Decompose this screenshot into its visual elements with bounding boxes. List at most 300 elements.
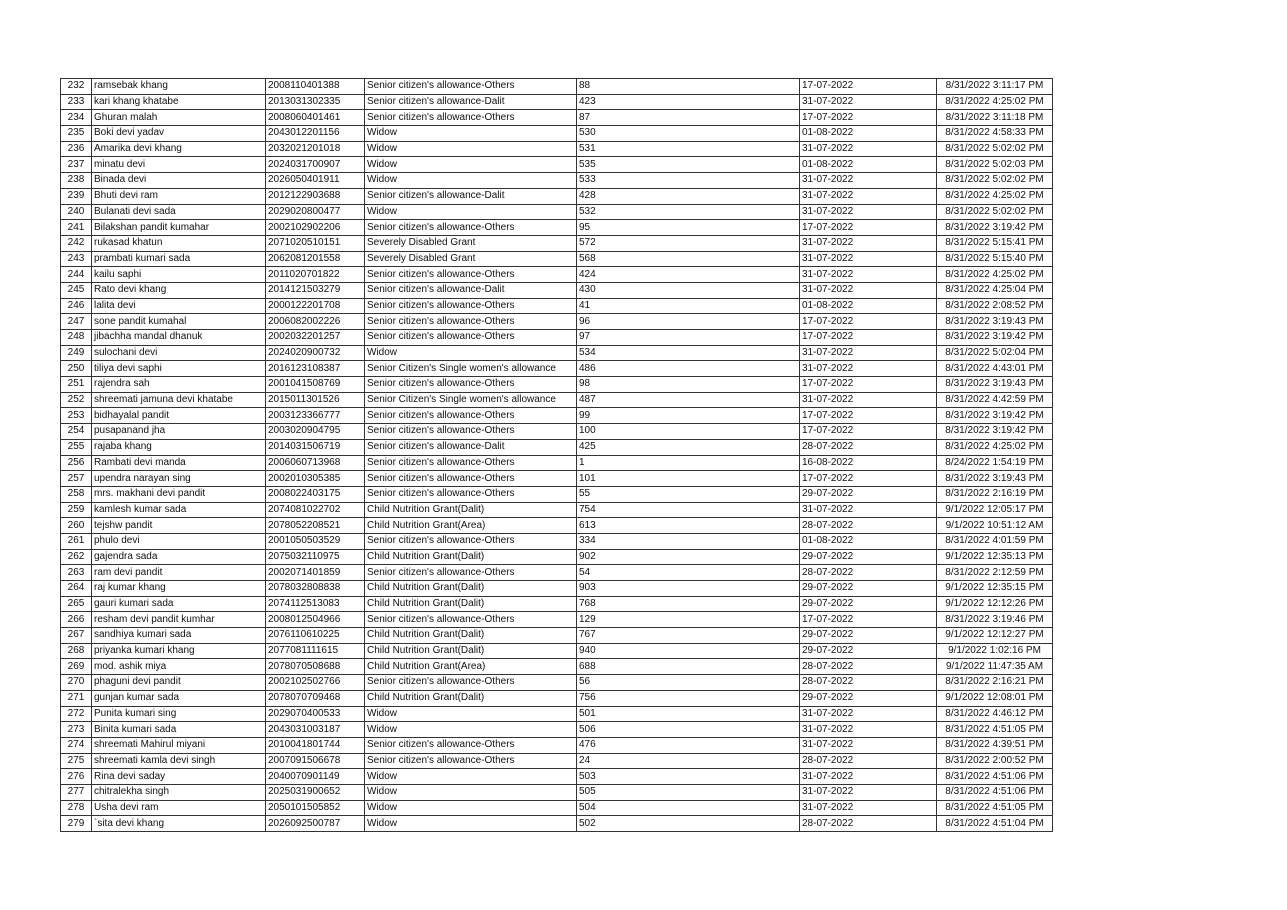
date-cell: 28-07-2022 — [800, 439, 937, 455]
table-row — [61, 533, 1053, 549]
name-cell: kari khang khatabe — [92, 94, 266, 110]
timestamp-cell: 8/31/2022 3:19:43 PM — [937, 377, 1053, 393]
date-cell: 31-07-2022 — [800, 800, 937, 816]
date-cell: 17-07-2022 — [800, 408, 937, 424]
allowance-type-cell: Widow — [365, 800, 577, 816]
id-number-cell: 2040070901149 — [266, 769, 365, 785]
timestamp-cell: 8/31/2022 2:16:21 PM — [937, 675, 1053, 691]
table-row — [61, 784, 1053, 800]
date-cell: 17-07-2022 — [800, 220, 937, 236]
code-cell: 903 — [577, 581, 800, 597]
name-cell: rajaba khang — [92, 439, 266, 455]
id-number-cell: 2013031302335 — [266, 94, 365, 110]
id-number-cell: 2002102502766 — [266, 675, 365, 691]
name-cell: gajendra sada — [92, 549, 266, 565]
timestamp-cell: 8/24/2022 1:54:19 PM — [937, 455, 1053, 471]
timestamp-cell: 8/31/2022 5:02:02 PM — [937, 204, 1053, 220]
serial-cell: 260 — [61, 518, 92, 534]
code-cell: 503 — [577, 769, 800, 785]
serial-cell: 277 — [61, 784, 92, 800]
serial-cell: 232 — [61, 79, 92, 95]
id-number-cell: 2011020701822 — [266, 267, 365, 283]
date-cell: 28-07-2022 — [800, 565, 937, 581]
serial-cell: 255 — [61, 439, 92, 455]
serial-cell: 279 — [61, 816, 92, 832]
allowance-type-cell: Senior citizen's allowance-Others — [365, 110, 577, 126]
code-cell: 486 — [577, 361, 800, 377]
code-cell: 423 — [577, 94, 800, 110]
id-number-cell: 2002071401859 — [266, 565, 365, 581]
id-number-cell: 2025031900652 — [266, 784, 365, 800]
name-cell: phaguni devi pandit — [92, 675, 266, 691]
code-cell: 613 — [577, 518, 800, 534]
date-cell: 31-07-2022 — [800, 173, 937, 189]
name-cell: shreemati kamla devi singh — [92, 753, 266, 769]
timestamp-cell: 9/1/2022 1:02:16 PM — [937, 643, 1053, 659]
serial-cell: 251 — [61, 377, 92, 393]
timestamp-cell: 8/31/2022 2:00:52 PM — [937, 753, 1053, 769]
timestamp-cell: 8/31/2022 5:15:40 PM — [937, 251, 1053, 267]
allowance-type-cell: Child Nutrition Grant(Dalit) — [365, 549, 577, 565]
serial-cell: 237 — [61, 157, 92, 173]
id-number-cell: 2008110401388 — [266, 79, 365, 95]
timestamp-cell: 8/31/2022 3:19:42 PM — [937, 424, 1053, 440]
allowance-type-cell: Senior citizen's allowance-Others — [365, 267, 577, 283]
code-cell: 535 — [577, 157, 800, 173]
allowance-type-cell: Senior citizen's allowance-Others — [365, 408, 577, 424]
date-cell: 31-07-2022 — [800, 282, 937, 298]
name-cell: minatu devi — [92, 157, 266, 173]
table-row — [61, 361, 1053, 377]
allowance-type-cell: Senior citizen's allowance-Others — [365, 314, 577, 330]
code-cell: 902 — [577, 549, 800, 565]
date-cell: 17-07-2022 — [800, 377, 937, 393]
date-cell: 28-07-2022 — [800, 816, 937, 832]
code-cell: 530 — [577, 126, 800, 142]
allowance-type-cell: Widow — [365, 141, 577, 157]
name-cell: gunjan kumar sada — [92, 690, 266, 706]
allowance-type-cell: Senior citizen's allowance-Others — [365, 486, 577, 502]
timestamp-cell: 8/31/2022 4:25:02 PM — [937, 94, 1053, 110]
timestamp-cell: 9/1/2022 12:35:15 PM — [937, 581, 1053, 597]
id-number-cell: 2026092500787 — [266, 816, 365, 832]
table-row — [61, 267, 1053, 283]
name-cell: mrs. makhani devi pandit — [92, 486, 266, 502]
date-cell: 01-08-2022 — [800, 533, 937, 549]
allowance-type-cell: Senior citizen's allowance-Others — [365, 737, 577, 753]
timestamp-cell: 9/1/2022 12:12:26 PM — [937, 596, 1053, 612]
serial-cell: 233 — [61, 94, 92, 110]
date-cell: 17-07-2022 — [800, 330, 937, 346]
serial-cell: 238 — [61, 173, 92, 189]
name-cell: tiliya devi saphi — [92, 361, 266, 377]
timestamp-cell: 9/1/2022 11:47:35 AM — [937, 659, 1053, 675]
serial-cell: 259 — [61, 502, 92, 518]
code-cell: 505 — [577, 784, 800, 800]
serial-cell: 236 — [61, 141, 92, 157]
allowance-type-cell: Senior Citizen's Single women's allowance — [365, 361, 577, 377]
date-cell: 28-07-2022 — [800, 659, 937, 675]
table-row — [61, 126, 1053, 142]
id-number-cell: 2043012201156 — [266, 126, 365, 142]
serial-cell: 261 — [61, 533, 92, 549]
date-cell: 31-07-2022 — [800, 769, 937, 785]
table-row — [61, 157, 1053, 173]
name-cell: shreemati jamuna devi khatabe — [92, 392, 266, 408]
serial-cell: 242 — [61, 235, 92, 251]
table-row — [61, 424, 1053, 440]
table-row — [61, 486, 1053, 502]
serial-cell: 257 — [61, 471, 92, 487]
timestamp-cell: 8/31/2022 4:25:02 PM — [937, 439, 1053, 455]
allowance-type-cell: Senior citizen's allowance-Dalit — [365, 282, 577, 298]
allowance-type-cell: Senior citizen's allowance-Others — [365, 377, 577, 393]
allowance-type-cell: Senior Citizen's Single women's allowance — [365, 392, 577, 408]
code-cell: 428 — [577, 188, 800, 204]
timestamp-cell: 8/31/2022 3:19:42 PM — [937, 408, 1053, 424]
serial-cell: 243 — [61, 251, 92, 267]
allowance-type-cell: Child Nutrition Grant(Dalit) — [365, 596, 577, 612]
date-cell: 31-07-2022 — [800, 392, 937, 408]
date-cell: 31-07-2022 — [800, 267, 937, 283]
name-cell: Bilakshan pandit kumahar — [92, 220, 266, 236]
name-cell: priyanka kumari khang — [92, 643, 266, 659]
id-number-cell: 2077081111615 — [266, 643, 365, 659]
allowance-type-cell: Senior citizen's allowance-Others — [365, 298, 577, 314]
serial-cell: 269 — [61, 659, 92, 675]
timestamp-cell: 8/31/2022 4:25:04 PM — [937, 282, 1053, 298]
serial-cell: 271 — [61, 690, 92, 706]
timestamp-cell: 9/1/2022 12:12:27 PM — [937, 628, 1053, 644]
name-cell: phulo devi — [92, 533, 266, 549]
date-cell: 29-07-2022 — [800, 643, 937, 659]
code-cell: 756 — [577, 690, 800, 706]
id-number-cell: 2029070400533 — [266, 706, 365, 722]
id-number-cell: 2002032201257 — [266, 330, 365, 346]
date-cell: 31-07-2022 — [800, 251, 937, 267]
name-cell: prambati kumari sada — [92, 251, 266, 267]
id-number-cell: 2002010305385 — [266, 471, 365, 487]
name-cell: Punita kumari sing — [92, 706, 266, 722]
code-cell: 96 — [577, 314, 800, 330]
table-row — [61, 377, 1053, 393]
timestamp-cell: 9/1/2022 10:51:12 AM — [937, 518, 1053, 534]
allowance-type-cell: Senior citizen's allowance-Others — [365, 612, 577, 628]
timestamp-cell: 8/31/2022 3:19:42 PM — [937, 330, 1053, 346]
beneficiary-table — [60, 78, 1053, 832]
date-cell: 31-07-2022 — [800, 722, 937, 738]
allowance-type-cell: Senior citizen's allowance-Others — [365, 330, 577, 346]
name-cell: tejshw pandit — [92, 518, 266, 534]
allowance-type-cell: Widow — [365, 157, 577, 173]
serial-cell: 240 — [61, 204, 92, 220]
date-cell: 31-07-2022 — [800, 706, 937, 722]
serial-cell: 247 — [61, 314, 92, 330]
allowance-type-cell: Child Nutrition Grant(Dalit) — [365, 581, 577, 597]
timestamp-cell: 9/1/2022 12:05:17 PM — [937, 502, 1053, 518]
date-cell: 01-08-2022 — [800, 126, 937, 142]
code-cell: 572 — [577, 235, 800, 251]
name-cell: Binita kumari sada — [92, 722, 266, 738]
id-number-cell: 2078070508688 — [266, 659, 365, 675]
table-row — [61, 690, 1053, 706]
timestamp-cell: 8/31/2022 5:02:03 PM — [937, 157, 1053, 173]
id-number-cell: 2078070709468 — [266, 690, 365, 706]
serial-cell: 266 — [61, 612, 92, 628]
code-cell: 768 — [577, 596, 800, 612]
allowance-type-cell: Widow — [365, 173, 577, 189]
id-number-cell: 2078052208521 — [266, 518, 365, 534]
id-number-cell: 2029020800477 — [266, 204, 365, 220]
name-cell: shreemati Mahirul miyani — [92, 737, 266, 753]
date-cell: 29-07-2022 — [800, 549, 937, 565]
id-number-cell: 2076110610225 — [266, 628, 365, 644]
id-number-cell: 2002102902206 — [266, 220, 365, 236]
code-cell: 41 — [577, 298, 800, 314]
table-row — [61, 643, 1053, 659]
date-cell: 17-07-2022 — [800, 424, 937, 440]
serial-cell: 267 — [61, 628, 92, 644]
timestamp-cell: 8/31/2022 3:19:46 PM — [937, 612, 1053, 628]
allowance-type-cell: Senior citizen's allowance-Dalit — [365, 188, 577, 204]
allowance-type-cell: Widow — [365, 345, 577, 361]
name-cell: Rambati devi manda — [92, 455, 266, 471]
name-cell: Usha devi ram — [92, 800, 266, 816]
name-cell: pusapanand jha — [92, 424, 266, 440]
date-cell: 29-07-2022 — [800, 596, 937, 612]
date-cell: 28-07-2022 — [800, 753, 937, 769]
timestamp-cell: 8/31/2022 4:51:04 PM — [937, 816, 1053, 832]
timestamp-cell: 8/31/2022 2:12:59 PM — [937, 565, 1053, 581]
id-number-cell: 2014121503279 — [266, 282, 365, 298]
date-cell: 31-07-2022 — [800, 345, 937, 361]
allowance-type-cell: Widow — [365, 722, 577, 738]
serial-cell: 253 — [61, 408, 92, 424]
table-row — [61, 659, 1053, 675]
date-cell: 31-07-2022 — [800, 94, 937, 110]
serial-cell: 273 — [61, 722, 92, 738]
serial-cell: 250 — [61, 361, 92, 377]
id-number-cell: 2043031003187 — [266, 722, 365, 738]
name-cell: gauri kumari sada — [92, 596, 266, 612]
id-number-cell: 2006060713968 — [266, 455, 365, 471]
table-row — [61, 188, 1053, 204]
serial-cell: 275 — [61, 753, 92, 769]
code-cell: 754 — [577, 502, 800, 518]
table-row — [61, 722, 1053, 738]
code-cell: 334 — [577, 533, 800, 549]
serial-cell: 254 — [61, 424, 92, 440]
timestamp-cell: 8/31/2022 4:46:12 PM — [937, 706, 1053, 722]
code-cell: 502 — [577, 816, 800, 832]
allowance-type-cell: Senior citizen's allowance-Others — [365, 424, 577, 440]
table-row — [61, 455, 1053, 471]
table-row — [61, 392, 1053, 408]
allowance-type-cell: Widow — [365, 784, 577, 800]
timestamp-cell: 8/31/2022 4:43:01 PM — [937, 361, 1053, 377]
table-row — [61, 816, 1053, 832]
date-cell: 31-07-2022 — [800, 188, 937, 204]
name-cell: Binada devi — [92, 173, 266, 189]
timestamp-cell: 8/31/2022 5:15:41 PM — [937, 235, 1053, 251]
allowance-type-cell: Senior citizen's allowance-Others — [365, 220, 577, 236]
date-cell: 28-07-2022 — [800, 675, 937, 691]
table-row — [61, 737, 1053, 753]
code-cell: 101 — [577, 471, 800, 487]
date-cell: 29-07-2022 — [800, 628, 937, 644]
name-cell: `sita devi khang — [92, 816, 266, 832]
table-row — [61, 141, 1053, 157]
id-number-cell: 2078032808838 — [266, 581, 365, 597]
allowance-type-cell: Child Nutrition Grant(Dalit) — [365, 502, 577, 518]
serial-cell: 265 — [61, 596, 92, 612]
allowance-type-cell: Child Nutrition Grant(Area) — [365, 518, 577, 534]
timestamp-cell: 8/31/2022 4:51:05 PM — [937, 800, 1053, 816]
table-row — [61, 408, 1053, 424]
table-row — [61, 110, 1053, 126]
serial-cell: 248 — [61, 330, 92, 346]
timestamp-cell: 8/31/2022 4:01:59 PM — [937, 533, 1053, 549]
timestamp-cell: 8/31/2022 4:51:05 PM — [937, 722, 1053, 738]
table-row — [61, 345, 1053, 361]
table-row — [61, 628, 1053, 644]
date-cell: 17-07-2022 — [800, 79, 937, 95]
timestamp-cell: 8/31/2022 4:39:51 PM — [937, 737, 1053, 753]
timestamp-cell: 8/31/2022 4:51:06 PM — [937, 769, 1053, 785]
code-cell: 534 — [577, 345, 800, 361]
allowance-type-cell: Child Nutrition Grant(Dalit) — [365, 643, 577, 659]
table-row — [61, 565, 1053, 581]
id-number-cell: 2032021201018 — [266, 141, 365, 157]
timestamp-cell: 9/1/2022 12:35:13 PM — [937, 549, 1053, 565]
id-number-cell: 2003020904795 — [266, 424, 365, 440]
table-row — [61, 439, 1053, 455]
serial-cell: 249 — [61, 345, 92, 361]
serial-cell: 258 — [61, 486, 92, 502]
id-number-cell: 2074081022702 — [266, 502, 365, 518]
id-number-cell: 2000122201708 — [266, 298, 365, 314]
code-cell: 88 — [577, 79, 800, 95]
serial-cell: 262 — [61, 549, 92, 565]
id-number-cell: 2003123366777 — [266, 408, 365, 424]
code-cell: 95 — [577, 220, 800, 236]
name-cell: rajendra sah — [92, 377, 266, 393]
allowance-type-cell: Senior citizen's allowance-Others — [365, 455, 577, 471]
timestamp-cell: 8/31/2022 3:19:42 PM — [937, 220, 1053, 236]
table-row — [61, 314, 1053, 330]
name-cell: lalita devi — [92, 298, 266, 314]
allowance-type-cell: Severely Disabled Grant — [365, 251, 577, 267]
date-cell: 16-08-2022 — [800, 455, 937, 471]
date-cell: 01-08-2022 — [800, 157, 937, 173]
serial-cell: 239 — [61, 188, 92, 204]
serial-cell: 252 — [61, 392, 92, 408]
id-number-cell: 2075032110975 — [266, 549, 365, 565]
name-cell: upendra narayan sing — [92, 471, 266, 487]
name-cell: sone pandit kumahal — [92, 314, 266, 330]
id-number-cell: 2014031506719 — [266, 439, 365, 455]
code-cell: 87 — [577, 110, 800, 126]
allowance-type-cell: Senior citizen's allowance-Others — [365, 675, 577, 691]
timestamp-cell: 8/31/2022 3:19:43 PM — [937, 471, 1053, 487]
table-row — [61, 298, 1053, 314]
date-cell: 31-07-2022 — [800, 737, 937, 753]
timestamp-cell: 8/31/2022 3:11:18 PM — [937, 110, 1053, 126]
table-row — [61, 518, 1053, 534]
table-row — [61, 173, 1053, 189]
timestamp-cell: 8/31/2022 4:25:02 PM — [937, 188, 1053, 204]
code-cell: 476 — [577, 737, 800, 753]
table-row — [61, 79, 1053, 95]
timestamp-cell: 8/31/2022 5:02:04 PM — [937, 345, 1053, 361]
name-cell: resham devi pandit kumhar — [92, 612, 266, 628]
code-cell: 98 — [577, 377, 800, 393]
allowance-type-cell: Senior citizen's allowance-Others — [365, 533, 577, 549]
name-cell: rukasad khatun — [92, 235, 266, 251]
timestamp-cell: 9/1/2022 12:08:01 PM — [937, 690, 1053, 706]
serial-cell: 270 — [61, 675, 92, 691]
allowance-type-cell: Widow — [365, 204, 577, 220]
allowance-type-cell: Widow — [365, 769, 577, 785]
code-cell: 487 — [577, 392, 800, 408]
timestamp-cell: 8/31/2022 3:11:17 PM — [937, 79, 1053, 95]
timestamp-cell: 8/31/2022 4:58:33 PM — [937, 126, 1053, 142]
code-cell: 425 — [577, 439, 800, 455]
date-cell: 01-08-2022 — [800, 298, 937, 314]
timestamp-cell: 8/31/2022 2:16:19 PM — [937, 486, 1053, 502]
timestamp-cell: 8/31/2022 4:51:06 PM — [937, 784, 1053, 800]
allowance-type-cell: Widow — [365, 706, 577, 722]
timestamp-cell: 8/31/2022 5:02:02 PM — [937, 141, 1053, 157]
code-cell: 532 — [577, 204, 800, 220]
serial-cell: 244 — [61, 267, 92, 283]
table-row — [61, 204, 1053, 220]
name-cell: kailu saphi — [92, 267, 266, 283]
code-cell: 533 — [577, 173, 800, 189]
allowance-type-cell: Senior citizen's allowance-Others — [365, 753, 577, 769]
name-cell: Amarika devi khang — [92, 141, 266, 157]
code-cell: 24 — [577, 753, 800, 769]
timestamp-cell: 8/31/2022 4:42:59 PM — [937, 392, 1053, 408]
table-body — [61, 79, 1053, 832]
code-cell: 506 — [577, 722, 800, 738]
name-cell: Bhuti devi ram — [92, 188, 266, 204]
table-row — [61, 220, 1053, 236]
timestamp-cell: 8/31/2022 2:08:52 PM — [937, 298, 1053, 314]
id-number-cell: 2015011301526 — [266, 392, 365, 408]
code-cell: 55 — [577, 486, 800, 502]
id-number-cell: 2006082002226 — [266, 314, 365, 330]
code-cell: 940 — [577, 643, 800, 659]
date-cell: 17-07-2022 — [800, 471, 937, 487]
code-cell: 504 — [577, 800, 800, 816]
code-cell: 99 — [577, 408, 800, 424]
allowance-type-cell: Child Nutrition Grant(Area) — [365, 659, 577, 675]
table-row — [61, 706, 1053, 722]
allowance-type-cell: Widow — [365, 816, 577, 832]
table-row — [61, 330, 1053, 346]
code-cell: 129 — [577, 612, 800, 628]
date-cell: 29-07-2022 — [800, 581, 937, 597]
serial-cell: 274 — [61, 737, 92, 753]
table-row — [61, 549, 1053, 565]
serial-cell: 256 — [61, 455, 92, 471]
id-number-cell: 2026050401911 — [266, 173, 365, 189]
code-cell: 1 — [577, 455, 800, 471]
date-cell: 31-07-2022 — [800, 502, 937, 518]
timestamp-cell: 8/31/2022 5:02:02 PM — [937, 173, 1053, 189]
id-number-cell: 2010041801744 — [266, 737, 365, 753]
